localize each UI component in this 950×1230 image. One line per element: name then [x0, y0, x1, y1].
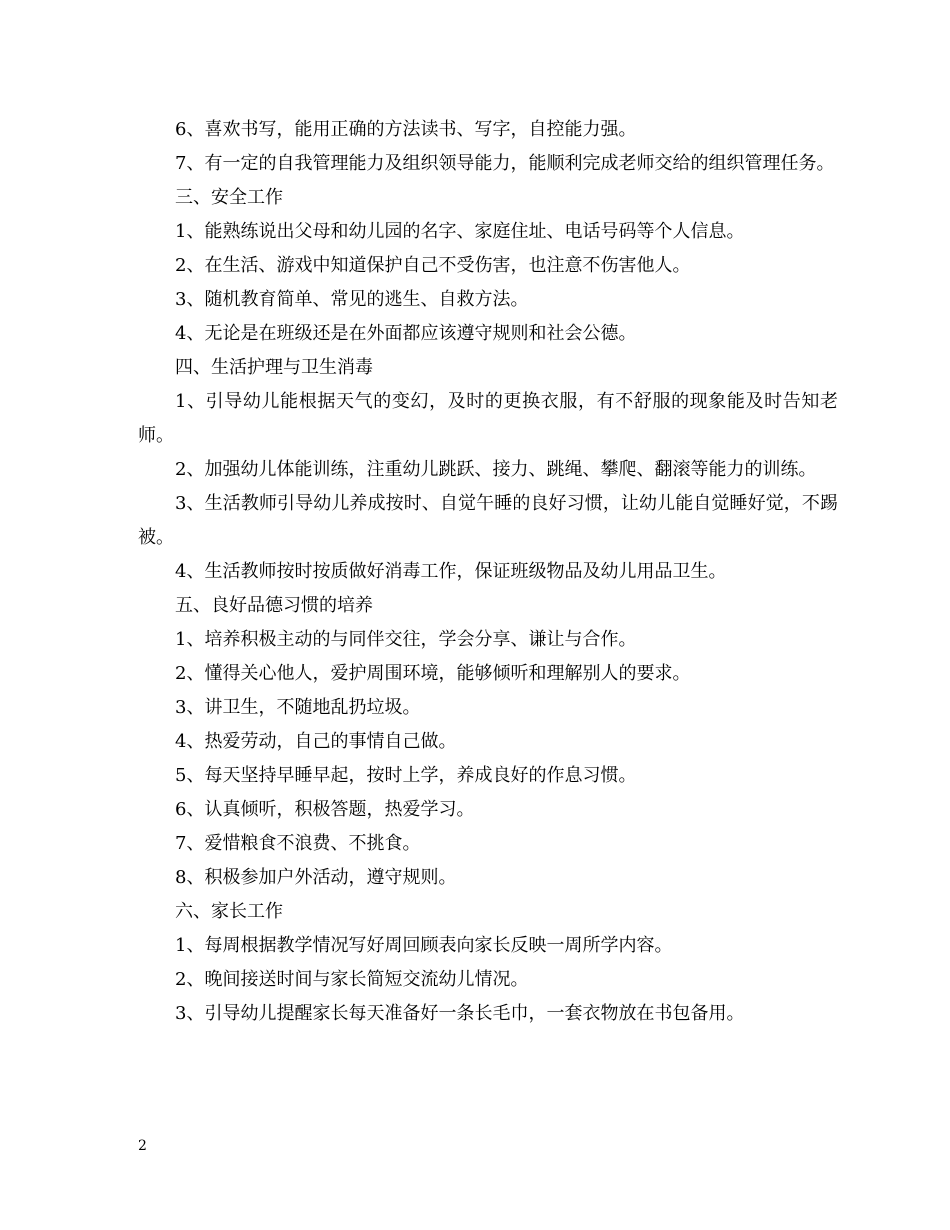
list-item: 1、引导幼儿能根据天气的变幻，及时的更换衣服，有不舒服的现象能及时告知老师。	[138, 391, 838, 446]
list-item: 8、积极参加户外活动，遵守规则。	[175, 867, 457, 888]
list-item: 3、讲卫生，不随地乱扔垃圾。	[175, 697, 421, 718]
list-item: 4、热爱劳动，自己的事情自己做。	[175, 731, 457, 752]
list-item: 1、能熟练说出父母和幼儿园的名字、家庭住址、电话号码等个人信息。	[175, 221, 745, 242]
section-heading: 四、生活护理与卫生消毒	[175, 357, 373, 378]
list-item: 4、无论是在班级还是在外面都应该遵守规则和社会公德。	[175, 323, 637, 344]
list-item: 7、爱惜粮食不浪费、不挑食。	[175, 833, 421, 854]
list-item: 2、懂得关心他人，爱护周围环境，能够倾听和理解别人的要求。	[175, 663, 691, 684]
list-item: 6、喜欢书写，能用正确的方法读书、写字，自控能力强。	[175, 119, 637, 140]
list-item: 3、随机教育简单、常见的逃生、自救方法。	[175, 289, 529, 310]
section-heading: 六、家长工作	[175, 901, 283, 922]
list-item: 6、认真倾听，积极答题，热爱学习。	[175, 799, 475, 820]
page-number: 2	[138, 1138, 147, 1154]
list-item: 1、每周根据教学情况写好周回顾表向家长反映一周所学内容。	[175, 935, 673, 956]
list-item: 1、培养积极主动的与同伴交往，学会分享、谦让与合作。	[175, 629, 637, 650]
list-item: 4、生活教师按时按质做好消毒工作，保证班级物品及幼儿用品卫生。	[175, 561, 727, 582]
section-heading: 三、安全工作	[175, 187, 283, 208]
list-item: 2、加强幼儿体能训练，注重幼儿跳跃、接力、跳绳、攀爬、翻滚等能力的训练。	[175, 459, 817, 480]
list-item: 5、每天坚持早睡早起，按时上学，养成良好的作息习惯。	[175, 765, 637, 786]
document-body	[138, 113, 838, 1031]
list-item: 2、在生活、游戏中知道保护自己不受伤害，也注意不伤害他人。	[175, 255, 691, 276]
list-item: 3、生活教师引导幼儿养成按时、自觉午睡的良好习惯，让幼儿能自觉睡好觉，不踢被。	[138, 493, 838, 548]
list-item: 2、晚间接送时间与家长简短交流幼儿情况。	[175, 969, 529, 990]
list-item: 7、有一定的自我管理能力及组织领导能力，能顺利完成老师交给的组织管理任务。	[175, 153, 835, 174]
list-item: 3、引导幼儿提醒家长每天准备好一条长毛巾，一套衣物放在书包备用。	[175, 1003, 745, 1024]
section-heading: 五、良好品德习惯的培养	[175, 595, 373, 616]
